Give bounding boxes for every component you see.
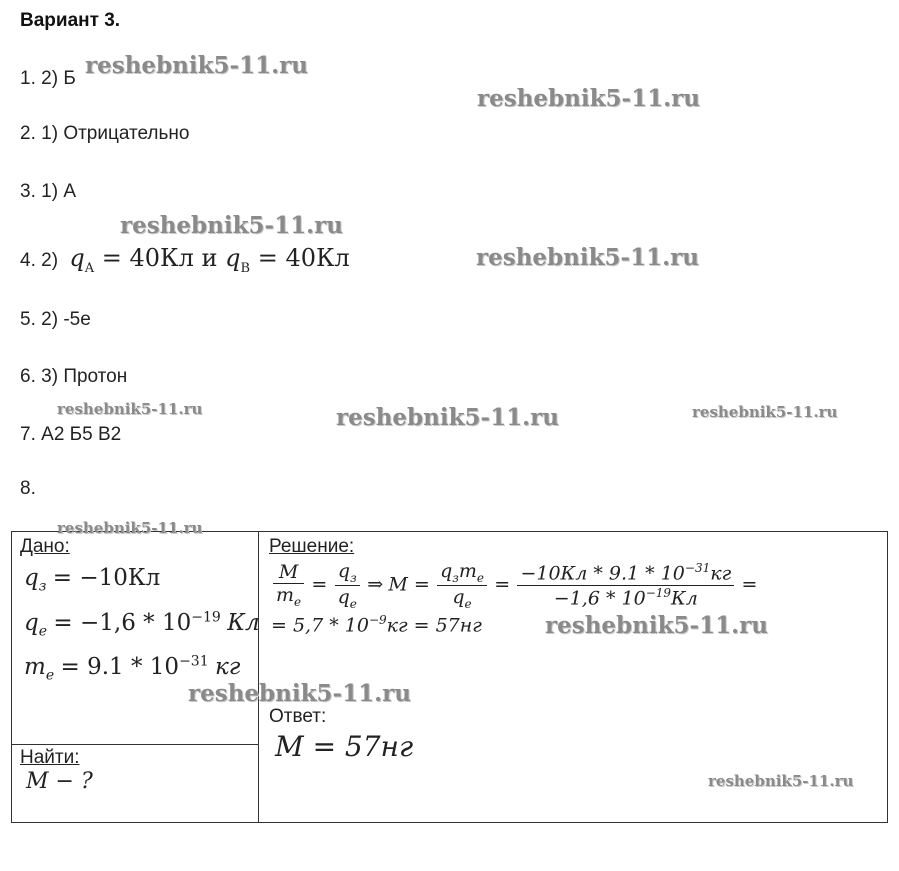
watermark: reshebnik5-11.ru: [545, 612, 768, 639]
answer-4: 4. 2) $q_A = 40Кл$ и $q_B = 40Кл$: [20, 244, 350, 276]
watermark: reshebnik5-11.ru: [57, 400, 203, 418]
given-cell: [12, 532, 259, 745]
watermark: reshebnik5-11.ru: [708, 772, 854, 790]
page-title: Вариант 3.: [20, 10, 121, 31]
answer-7: 7. А2 Б5 В2: [20, 424, 122, 445]
solution-line-1: $\frac{M}{m_e}$ = $\frac{q_з}{q_e}$ ⇒ M = $\frac{q_зm_e}{q_e}$ = $\frac{-10Кл * 9.1 * 10^{-31}кг}{-1,6 * 10^{-19}Кл}$ =: [271, 560, 887, 611]
solution-line-2: = $5,7 * 10^{-9}кг = 57нг$: [271, 612, 482, 636]
solution-label: Решение:: [269, 536, 355, 557]
answer-4-formula: $q_A = 40Кл$ и $q_B = 40Кл$: [69, 244, 350, 276]
given-label: Дано:: [20, 536, 70, 557]
watermark: reshebnik5-11.ru: [336, 404, 559, 431]
answer-8: 8.: [20, 478, 36, 499]
watermark: reshebnik5-11.ru: [188, 680, 411, 707]
given-qe: $q_e = -1,6 * 10^{-19}$ Кл: [24, 608, 260, 640]
given-qz: $q_з = -10Кл$: [24, 565, 161, 595]
watermark: reshebnik5-11.ru: [57, 519, 203, 537]
find-value: M − ?: [26, 769, 93, 794]
find-cell: [12, 745, 259, 823]
answer-1: 1. 2) Б: [20, 68, 76, 89]
watermark: reshebnik5-11.ru: [476, 244, 699, 271]
final-answer: M = 57нг: [275, 729, 414, 763]
watermark: reshebnik5-11.ru: [85, 52, 308, 79]
answer-5: 5. 2) -5e: [20, 309, 91, 330]
answer-label: Ответ:: [269, 705, 327, 727]
answer-3: 3. 1) А: [20, 181, 76, 202]
watermark: reshebnik5-11.ru: [120, 212, 343, 239]
watermark: reshebnik5-11.ru: [477, 85, 700, 112]
watermark: reshebnik5-11.ru: [692, 403, 838, 421]
given-me: $m_e = 9.1 * 10^{-31}$ кг: [24, 653, 241, 684]
answer-6: 6. 3) Протон: [20, 366, 128, 387]
find-label: Найти:: [20, 747, 80, 768]
answer-2: 2. 1) Отрицательно: [20, 123, 190, 144]
